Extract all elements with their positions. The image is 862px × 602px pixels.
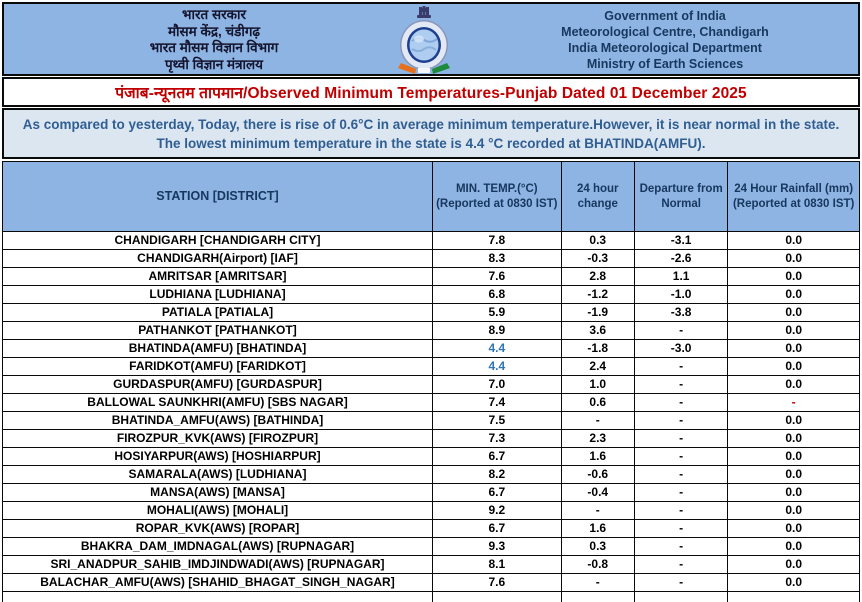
station-cell: BHATINDA_AMFU(AWS) [BATHINDA] bbox=[3, 412, 433, 430]
station-cell: BHAKRA_DAM_IMDNAGAL(AWS) [RUPNAGAR] bbox=[3, 538, 433, 556]
table-row bbox=[3, 394, 860, 412]
min-temp-cell: 6.7 bbox=[433, 484, 562, 502]
min-temp-cell: 7.5 bbox=[433, 412, 562, 430]
departure-cell: - bbox=[634, 322, 727, 340]
col-header-departure: Departure from Normal bbox=[634, 162, 727, 232]
empty-cell bbox=[433, 592, 562, 602]
min-temp-cell: 4.4 bbox=[433, 340, 562, 358]
table-row bbox=[3, 484, 860, 502]
rainfall-cell: 0.0 bbox=[728, 574, 860, 592]
rainfall-cell: 0.0 bbox=[728, 340, 860, 358]
station-cell: SRI_ANADPUR_SAHIB_IMDJINDWADI(AWS) [RUPNAGAR] bbox=[3, 556, 433, 574]
summary-box bbox=[2, 108, 860, 159]
min-temp-cell: 7.4 bbox=[433, 394, 562, 412]
departure-cell: -2.6 bbox=[634, 250, 727, 268]
departure-cell: - bbox=[634, 484, 727, 502]
departure-cell: -3.1 bbox=[634, 232, 727, 250]
station-cell: FIROZPUR_KVK(AWS) [FIROZPUR] bbox=[3, 430, 433, 448]
station-cell: AMRITSAR [AMRITSAR] bbox=[3, 268, 433, 286]
station-cell: CHANDIGARH(Airport) [IAF] bbox=[3, 250, 433, 268]
departure-cell: - bbox=[634, 556, 727, 574]
col-header-24h-change: 24 hour change bbox=[561, 162, 634, 232]
min-temp-cell: 5.9 bbox=[433, 304, 562, 322]
table-row bbox=[3, 304, 860, 322]
col-header-min-temp: MIN. TEMP.(°C) (Reported at 0830 IST) bbox=[433, 162, 562, 232]
change-cell: -1.2 bbox=[561, 286, 634, 304]
min-temp-cell: 7.3 bbox=[433, 430, 562, 448]
min-temp-cell: 6.7 bbox=[433, 448, 562, 466]
rainfall-cell: 0.0 bbox=[728, 232, 860, 250]
station-cell: BALLOWAL SAUNKHRI(AMFU) [SBS NAGAR] bbox=[3, 394, 433, 412]
letterhead-hindi bbox=[44, 7, 384, 73]
bulletin-title: पंजाब-न्यूनतम तापमान/Observed Minimum Temperatures-Punjab Dated 01 December 2025 bbox=[115, 85, 747, 102]
hindi-line-3: भारत मौसम विज्ञान विभाग bbox=[149, 40, 279, 55]
rainfall-cell: 0.0 bbox=[728, 304, 860, 322]
table-row bbox=[3, 268, 860, 286]
station-cell: ROPAR_KVK(AWS) [ROPAR] bbox=[3, 520, 433, 538]
empty-cell bbox=[561, 592, 634, 602]
min-temp-cell: 9.2 bbox=[433, 502, 562, 520]
min-temp-cell: 7.6 bbox=[433, 268, 562, 286]
departure-cell: - bbox=[634, 376, 727, 394]
change-cell: 1.0 bbox=[561, 376, 634, 394]
departure-cell: - bbox=[634, 520, 727, 538]
col-header-station: STATION [DISTRICT] bbox=[3, 162, 433, 232]
temperature-table-body bbox=[3, 232, 860, 602]
rainfall-cell: 0.0 bbox=[728, 358, 860, 376]
min-temp-cell: 7.6 bbox=[433, 574, 562, 592]
empty-cell bbox=[3, 592, 433, 602]
table-row bbox=[3, 376, 860, 394]
change-cell: -0.4 bbox=[561, 484, 634, 502]
rainfall-cell: 0.0 bbox=[728, 484, 860, 502]
change-cell: 0.3 bbox=[561, 232, 634, 250]
departure-cell: - bbox=[634, 574, 727, 592]
letterhead bbox=[2, 2, 860, 76]
min-temp-cell: 8.3 bbox=[433, 250, 562, 268]
departure-cell: - bbox=[634, 448, 727, 466]
table-row bbox=[3, 412, 860, 430]
rainfall-cell: 0.0 bbox=[728, 412, 860, 430]
change-cell: 2.8 bbox=[561, 268, 634, 286]
station-cell: CHANDIGARH [CHANDIGARH CITY] bbox=[3, 232, 433, 250]
rainfall-cell: 0.0 bbox=[728, 538, 860, 556]
change-cell: - bbox=[561, 574, 634, 592]
station-cell: MOHALI(AWS) [MOHALI] bbox=[3, 502, 433, 520]
rainfall-cell: 0.0 bbox=[728, 268, 860, 286]
departure-cell: - bbox=[634, 412, 727, 430]
change-cell: 0.3 bbox=[561, 538, 634, 556]
change-cell: -0.3 bbox=[561, 250, 634, 268]
min-temp-cell: 7.0 bbox=[433, 376, 562, 394]
rainfall-cell: 0.0 bbox=[728, 430, 860, 448]
station-cell: BALACHAR_AMFU(AWS) [SHAHID_BHAGAT_SINGH_NAGAR] bbox=[3, 574, 433, 592]
min-temp-cell: 6.8 bbox=[433, 286, 562, 304]
table-row bbox=[3, 448, 860, 466]
departure-cell: -1.0 bbox=[634, 286, 727, 304]
hindi-line-4: पृथ्वी विज्ञान मंत्रालय bbox=[164, 56, 264, 72]
english-line-2: Meteorological Centre, Chandigarh bbox=[561, 25, 769, 39]
departure-cell: 1.1 bbox=[634, 268, 727, 286]
station-cell: GURDASPUR(AMFU) [GURDASPUR] bbox=[3, 376, 433, 394]
hindi-line-1: भारत सरकार bbox=[182, 7, 246, 22]
change-cell: 2.3 bbox=[561, 430, 634, 448]
table-row bbox=[3, 538, 860, 556]
table-row-partial bbox=[3, 592, 860, 602]
rainfall-cell: 0.0 bbox=[728, 502, 860, 520]
table-row bbox=[3, 286, 860, 304]
change-cell: -0.8 bbox=[561, 556, 634, 574]
table-row bbox=[3, 556, 860, 574]
hindi-line-2: मौसम केंद्र, चंडीगढ़ bbox=[167, 23, 261, 39]
change-cell: - bbox=[561, 412, 634, 430]
rainfall-cell: 0.0 bbox=[728, 448, 860, 466]
imd-emblem-logo-icon bbox=[388, 5, 460, 75]
min-temp-cell: 8.2 bbox=[433, 466, 562, 484]
change-cell: - bbox=[561, 502, 634, 520]
min-temp-cell: 9.3 bbox=[433, 538, 562, 556]
departure-cell: - bbox=[634, 538, 727, 556]
station-cell: FARIDKOT(AMFU) [FARIDKOT] bbox=[3, 358, 433, 376]
station-cell: HOSIYARPUR(AWS) [HOSHIARPUR] bbox=[3, 448, 433, 466]
table-row bbox=[3, 322, 860, 340]
departure-cell: - bbox=[634, 358, 727, 376]
min-temp-cell: 8.9 bbox=[433, 322, 562, 340]
departure-cell: -3.0 bbox=[634, 340, 727, 358]
station-cell: SAMARALA(AWS) [LUDHIANA] bbox=[3, 466, 433, 484]
temperature-table-wrap bbox=[2, 161, 860, 602]
table-row bbox=[3, 520, 860, 538]
station-cell: PATIALA [PATIALA] bbox=[3, 304, 433, 322]
change-cell: 1.6 bbox=[561, 520, 634, 538]
table-row bbox=[3, 358, 860, 376]
station-cell: BHATINDA(AMFU) [BHATINDA] bbox=[3, 340, 433, 358]
empty-cell bbox=[634, 592, 727, 602]
english-line-4: Ministry of Earth Sciences bbox=[586, 57, 744, 71]
table-row bbox=[3, 574, 860, 592]
min-temp-cell: 8.1 bbox=[433, 556, 562, 574]
temperature-table bbox=[2, 161, 860, 602]
english-line-1: Government of India bbox=[604, 9, 726, 23]
english-line-3: India Meteorological Department bbox=[568, 41, 762, 55]
table-row bbox=[3, 502, 860, 520]
rainfall-cell: 0.0 bbox=[728, 250, 860, 268]
change-cell: 3.6 bbox=[561, 322, 634, 340]
min-temp-cell: 4.4 bbox=[433, 358, 562, 376]
bulletin-title-bar bbox=[2, 77, 860, 107]
rainfall-cell: - bbox=[728, 394, 860, 412]
rainfall-cell: 0.0 bbox=[728, 376, 860, 394]
min-temp-cell: 7.8 bbox=[433, 232, 562, 250]
rainfall-cell: 0.0 bbox=[728, 556, 860, 574]
departure-cell: - bbox=[634, 466, 727, 484]
rainfall-cell: 0.0 bbox=[728, 520, 860, 538]
departure-cell: - bbox=[634, 394, 727, 412]
departure-cell: - bbox=[634, 502, 727, 520]
table-row bbox=[3, 250, 860, 268]
change-cell: 2.4 bbox=[561, 358, 634, 376]
col-header-rainfall: 24 Hour Rainfall (mm) (Reported at 0830 IST) bbox=[728, 162, 860, 232]
summary-text: As compared to yesterday, Today, there is rise of 0.6°C in average minimum temperature.However, it is near normal in the state. The lowest minimum temperature in the state is 4.4 °C recorded at BHATINDA(AMFU). bbox=[22, 116, 840, 151]
table-row bbox=[3, 232, 860, 250]
station-cell: MANSA(AWS) [MANSA] bbox=[3, 484, 433, 502]
rainfall-cell: 0.0 bbox=[728, 322, 860, 340]
change-cell: 0.6 bbox=[561, 394, 634, 412]
table-row bbox=[3, 466, 860, 484]
table-row bbox=[3, 340, 860, 358]
letterhead-english bbox=[500, 8, 830, 72]
min-temp-cell: 6.7 bbox=[433, 520, 562, 538]
station-cell: PATHANKOT [PATHANKOT] bbox=[3, 322, 433, 340]
change-cell: -1.9 bbox=[561, 304, 634, 322]
departure-cell: -3.8 bbox=[634, 304, 727, 322]
station-cell: LUDHIANA [LUDHIANA] bbox=[3, 286, 433, 304]
empty-cell bbox=[728, 592, 860, 602]
change-cell: -1.8 bbox=[561, 340, 634, 358]
table-header-row bbox=[3, 162, 860, 232]
change-cell: -0.6 bbox=[561, 466, 634, 484]
table-row bbox=[3, 430, 860, 448]
departure-cell: - bbox=[634, 430, 727, 448]
rainfall-cell: 0.0 bbox=[728, 286, 860, 304]
rainfall-cell: 0.0 bbox=[728, 466, 860, 484]
change-cell: 1.6 bbox=[561, 448, 634, 466]
